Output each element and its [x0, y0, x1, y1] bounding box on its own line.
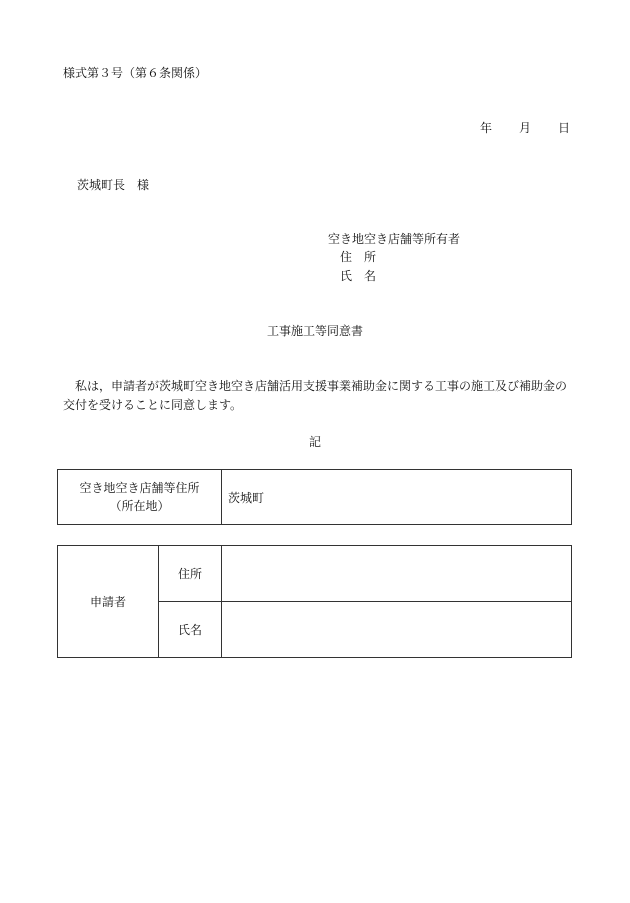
applicant-group-label: 申請者: [58, 546, 159, 658]
form-number: 様式第３号（第６条関係）: [63, 66, 208, 80]
property-address-sublabel: （所在地）: [109, 499, 170, 513]
owner-title: 空き地空き店舗等所有者: [328, 232, 461, 246]
table-row: [58, 546, 572, 602]
owner-address-label: 住 所: [340, 250, 377, 264]
applicant-name-label: 氏名: [159, 602, 222, 658]
property-address-table: [57, 469, 572, 525]
date-month-label: 月: [519, 121, 532, 135]
addressee: 茨城町長 様: [77, 178, 150, 192]
applicant-address-value[interactable]: [222, 546, 572, 602]
consent-statement: 私は，申請者が茨城町空き地空き店舗活用支援事業補助金に関する工事の施工及び補助金の交付を受けることに同意します。: [63, 379, 568, 412]
table-row: [58, 470, 572, 525]
applicant-table: [57, 545, 572, 658]
date-day-label: 日: [558, 121, 571, 135]
date-year-label: 年: [480, 121, 493, 135]
applicant-address-label: 住所: [159, 546, 222, 602]
date-line: [480, 120, 570, 136]
property-address-label-cell: [58, 470, 222, 525]
property-address-value[interactable]: 茨城町: [222, 470, 572, 525]
applicant-name-value[interactable]: [222, 602, 572, 658]
ki-label: 記: [308, 435, 321, 449]
property-address-label: 空き地空き店舗等住所: [79, 481, 200, 495]
owner-name-label: 氏 名: [340, 269, 377, 283]
document-title: 工事施工等同意書: [266, 324, 363, 338]
